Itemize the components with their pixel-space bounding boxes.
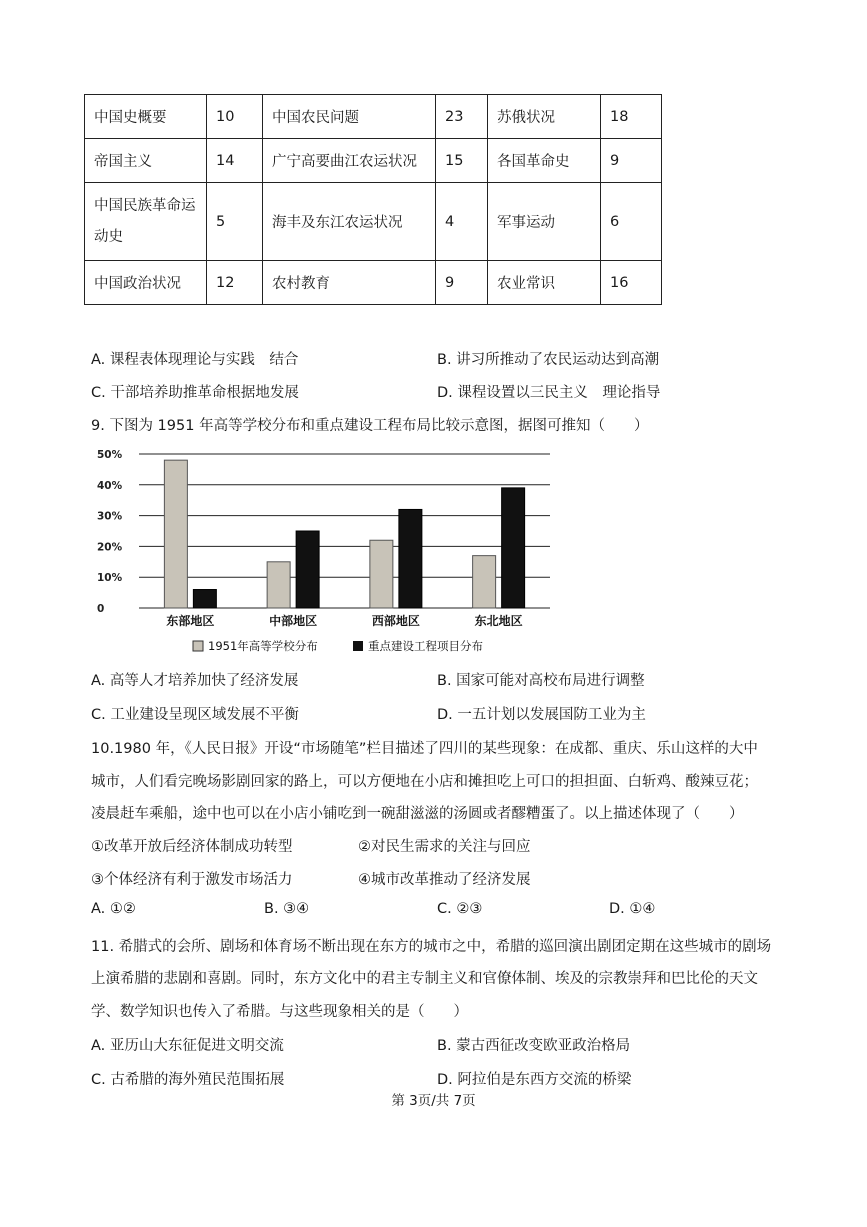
table-cell: 6 (601, 183, 662, 261)
legend-label-series-2: 重点建设工程项目分布 (368, 639, 483, 653)
table-cell: 15 (436, 139, 488, 183)
table-cell: 10 (207, 95, 263, 139)
bar-university (473, 556, 496, 608)
table-row (85, 261, 662, 305)
table-cell: 农业常识 (488, 261, 601, 305)
q9-option-b: B. 国家可能对高校布局进行调整 (437, 673, 645, 689)
y-tick-label: 40% (97, 479, 123, 492)
q11-stem-line-1: 11. 希腊式的会所、剧场和体育场不断出现在东方的城市之中，希腊的巡回演出剧团定期在这些城市的剧场 (91, 939, 772, 955)
bar-key-project (296, 531, 319, 608)
q10-option-a: A. ①② (91, 901, 136, 917)
chart-y-ticks (97, 449, 123, 615)
course-table (84, 94, 662, 305)
legend-swatch-series-2 (353, 641, 363, 651)
q11-stem-line-2: 上演希腊的悲剧和喜剧。同时，东方文化中的君主专制主义和官僚体制、埃及的宗教崇拜和巴比伦的天文 (91, 971, 758, 987)
y-tick-label: 50% (97, 449, 123, 461)
q10-stem-line-1: 10.1980 年，《人民日报》开设“市场随笔”栏目描述了四川的某些现象：在成都、重庆、乐山这样的大中 (91, 741, 758, 757)
y-tick-label: 10% (97, 572, 123, 585)
q10-statement-1: ①改革开放后经济体制成功转型 (91, 839, 293, 855)
table-cell: 苏俄状况 (488, 95, 601, 139)
q10-statement-4: ④城市改革推动了经济发展 (358, 872, 531, 888)
bar-key-project (399, 509, 422, 608)
y-tick-label: 0 (97, 603, 105, 615)
x-tick-label: 中部地区 (269, 614, 318, 628)
legend-label-series-1: 1951年高等学校分布 (208, 639, 318, 653)
q8-option-c: C. 干部培养助推革命根据地发展 (91, 385, 299, 401)
bar-university (267, 562, 290, 608)
page-number: 第 3页/共 7页 (391, 1093, 476, 1109)
q11-option-b: B. 蒙古西征改变欧亚政治格局 (437, 1038, 631, 1054)
q11-option-d: D. 阿拉伯是东西方交流的桥梁 (437, 1072, 632, 1088)
chart-legend (193, 639, 483, 653)
table-cell: 各国革命史 (488, 139, 601, 183)
q11-option-c: C. 古希腊的海外殖民范围拓展 (91, 1072, 285, 1088)
q9-option-d: D. 一五计划以发展国防工业为主 (437, 707, 646, 723)
q8-option-b: B. 讲习所推动了农民运动达到高潮 (437, 352, 660, 368)
table-cell: 9 (436, 261, 488, 305)
table-cell: 4 (436, 183, 488, 261)
q10-statement-2: ②对民生需求的关注与回应 (358, 839, 531, 855)
table-cell: 中国政治状况 (85, 261, 207, 305)
q10-stem-line-3: 凌晨赶车乘船，途中也可以在小店小铺吃到一碗甜滋滋的汤圆或者醪糟蛋了。以上描述体现了（ ） (91, 806, 744, 822)
table-cell: 中国史概要 (85, 95, 207, 139)
table-cell: 18 (601, 95, 662, 139)
bar-university (370, 540, 393, 608)
table-row (85, 183, 662, 261)
table-cell: 中国农民问题 (263, 95, 436, 139)
bar-key-project (193, 590, 216, 608)
table-cell: 广宁高要曲江农运状况 (263, 139, 436, 183)
table-cell: 16 (601, 261, 662, 305)
q9-stem: 9. 下图为 1951 年高等学校分布和重点建设工程布局比较示意图，据图可推知（ ） (91, 418, 649, 434)
table-cell: 帝国主义 (85, 139, 207, 183)
q10-stem-line-2: 城市，人们看完晚场影剧回家的路上，可以方便地在小店和摊担吃上可口的担担面、白斩鸡、酸辣豆花； (91, 774, 758, 790)
table-row (85, 139, 662, 183)
table-cell: 中国民族革命运动史 (85, 183, 207, 261)
x-tick-label: 东北地区 (474, 614, 523, 628)
q10-option-c: C. ②③ (437, 901, 483, 917)
chart-bars (164, 460, 524, 608)
table-cell: 9 (601, 139, 662, 183)
y-tick-label: 20% (97, 541, 123, 554)
table-cell: 23 (436, 95, 488, 139)
q10-option-b: B. ③④ (264, 901, 310, 917)
table-cell: 5 (207, 183, 263, 261)
q8-option-a: A. 课程表体现理论与实践 结合 (91, 352, 299, 368)
chart-x-ticks (166, 613, 522, 628)
q9-option-c: C. 工业建设呈现区域发展不平衡 (91, 707, 299, 723)
table-row (85, 95, 662, 139)
bar-university (164, 460, 187, 608)
q11-stem-line-3: 学、数学知识也传入了希腊。与这些现象相关的是（ ） (91, 1004, 468, 1020)
table-cell: 海丰及东江农运状况 (263, 183, 436, 261)
q9-option-a: A. 高等人才培养加快了经济发展 (91, 673, 299, 689)
table-cell: 14 (207, 139, 263, 183)
table-cell: 军事运动 (488, 183, 601, 261)
legend-swatch-series-1 (193, 641, 203, 651)
table-cell: 农村教育 (263, 261, 436, 305)
q8-option-d: D. 课程设置以三民主义 理论指导 (437, 385, 661, 401)
x-tick-label: 东部地区 (166, 614, 215, 628)
table-cell: 12 (207, 261, 263, 305)
y-tick-label: 30% (97, 510, 123, 523)
bar-key-project (502, 488, 525, 608)
q11-option-a: A. 亚历山大东征促进文明交流 (91, 1038, 284, 1054)
q10-statement-3: ③个体经济有利于激发市场活力 (91, 872, 293, 888)
x-tick-label: 西部地区 (371, 614, 420, 628)
q10-option-d: D. ①④ (609, 901, 656, 917)
bar-chart (95, 444, 565, 660)
